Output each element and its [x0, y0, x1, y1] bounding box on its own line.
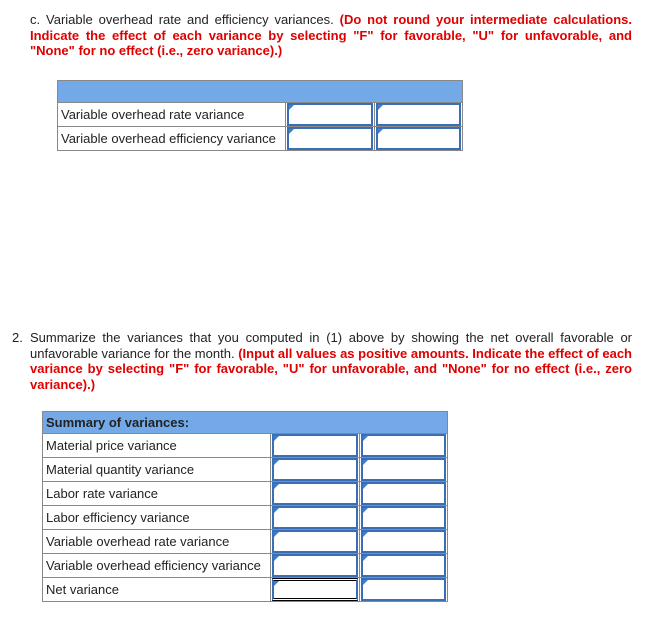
effect-select[interactable]: [376, 103, 461, 126]
row-label: Variable overhead rate variance: [43, 530, 271, 554]
row-label: Variable overhead efficiency variance: [43, 554, 271, 578]
instruction-text: (Do not round your intermediate calculations. Indicate the effect of each variance by selecting "F" for favorable, "U" for unfavorable, and "None" for no effect (i.e., zero variance).): [30, 12, 632, 58]
row-label: Variable overhead efficiency variance: [58, 127, 286, 151]
amount-input[interactable]: [272, 554, 358, 577]
amount-input[interactable]: [272, 458, 358, 481]
amount-input[interactable]: [272, 530, 358, 553]
amount-input[interactable]: [272, 506, 358, 529]
question-number: 2.: [12, 330, 23, 345]
question-text: c. Variable overhead rate and efficiency variances.: [30, 12, 340, 27]
row-label: Labor rate variance: [43, 482, 271, 506]
table-row: [58, 127, 463, 151]
table-row: [43, 434, 448, 458]
summary-table: [42, 411, 448, 602]
table-row: [43, 530, 448, 554]
row-label: Labor efficiency variance: [43, 506, 271, 530]
amount-input[interactable]: [272, 434, 358, 457]
amount-input[interactable]: [272, 482, 358, 505]
net-amount-input[interactable]: [272, 578, 358, 601]
net-variance-row: [43, 578, 448, 602]
table-row: [43, 554, 448, 578]
effect-select[interactable]: [376, 127, 461, 150]
effect-select[interactable]: [361, 506, 446, 529]
part-c-question: [30, 12, 632, 59]
summary-header: Summary of variances:: [43, 412, 448, 434]
part-2-question: [30, 330, 632, 392]
effect-select[interactable]: [361, 458, 446, 481]
amount-input[interactable]: [287, 127, 373, 150]
row-label: Variable overhead rate variance: [58, 103, 286, 127]
part-c-table: [57, 80, 463, 151]
table-header: [43, 412, 448, 434]
question-text: Summarize the variances that you computed in (1) above by showing the net overall favorable or unfavorable variance for the month.: [30, 330, 632, 361]
table-row: [43, 506, 448, 530]
table-row: [43, 482, 448, 506]
instruction-text: (Input all values as positive amounts. Indicate the effect of each variance by selecting "F" for favorable, "U" for unfavorable, and "None" for no effect (i.e., zero variance).): [30, 345, 632, 392]
row-label: Material quantity variance: [43, 458, 271, 482]
table-row: [43, 458, 448, 482]
effect-select[interactable]: [361, 482, 446, 505]
effect-select[interactable]: [361, 434, 446, 457]
row-label: Material price variance: [43, 434, 271, 458]
effect-select[interactable]: [361, 578, 446, 601]
effect-select[interactable]: [361, 554, 446, 577]
effect-select[interactable]: [361, 530, 446, 553]
amount-input[interactable]: [287, 103, 373, 126]
table-header: [58, 81, 463, 103]
table-row: [58, 103, 463, 127]
row-label: Net variance: [43, 578, 271, 602]
